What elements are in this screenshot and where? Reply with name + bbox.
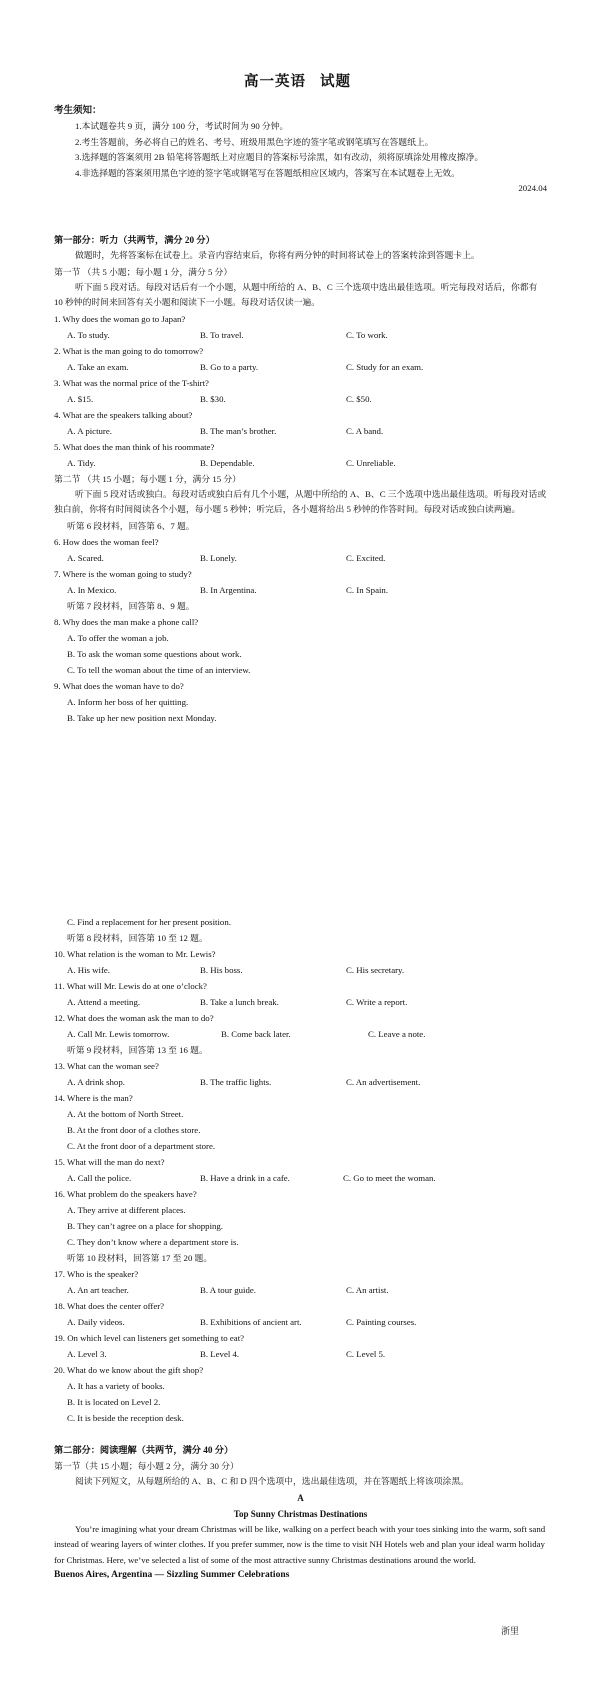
option-c: C. His secretary. xyxy=(346,965,405,975)
option-a: A. A drink shop. xyxy=(67,1077,125,1087)
option-b: B. Come back later. xyxy=(221,1029,291,1039)
question-stem: 19. On which level can listeners get something to eat? xyxy=(54,1333,245,1343)
section1-heading: 第一节 （共 5 小题；每小题 1 分，满分 5 分） xyxy=(54,266,233,277)
section1-intro: 听下面 5 段对话。每段对话后有一个小题，从题中所给的 A、B、C 三个选项中选出最佳选项。听完每段对话后，你都有 10 秒钟的时间来回答有关小题和阅读下一小题。每段对话仅读一遍。 xyxy=(54,281,538,307)
option-a: A. An art teacher. xyxy=(67,1285,129,1295)
notice-item: 1.本试题卷共 9 页，满分 100 分，考试时间为 90 分钟。 xyxy=(75,121,289,131)
option-c: C. Unreliable. xyxy=(346,457,396,468)
option-c: C. To tell the woman about the time of an interview. xyxy=(67,664,251,675)
material-note: 听第 8 段材料，回答第 10 至 12 题。 xyxy=(67,933,208,943)
material-note: 听第 9 段材料，回答第 13 至 16 题。 xyxy=(67,1045,208,1055)
question-options xyxy=(54,550,547,566)
option-b: B. To travel. xyxy=(200,329,244,340)
option-c: C. Excited. xyxy=(346,552,386,563)
question-options xyxy=(54,1170,547,1186)
option-c: C. In Spain. xyxy=(346,584,389,595)
option-a: A. Inform her boss of her quitting. xyxy=(67,696,189,707)
option-a: A. Level 3. xyxy=(67,1349,107,1359)
section2-heading: 第二节 （共 15 小题；每小题 1 分，满分 15 分） xyxy=(54,473,241,484)
notice-label: 考生须知： xyxy=(54,106,102,116)
reading-intro: 阅读下列短文，从每题所给的 A、B、C 和 D 四个选项中，选出最佳选项，并在答题纸上将该项涂黑。 xyxy=(75,1476,469,1486)
question-stem: 15. What will the man do next? xyxy=(54,1157,165,1167)
option-a: A. In Mexico. xyxy=(67,584,117,595)
question-options xyxy=(54,1074,547,1090)
option-b: B. Have a drink in a cafe. xyxy=(200,1173,290,1183)
option-a: A. It has a variety of books. xyxy=(67,1381,165,1391)
option-b: B. Exhibitions of ancient art. xyxy=(200,1317,302,1327)
option-b: B. They can’t agree on a place for shopping. xyxy=(67,1221,224,1231)
option-a: A. A picture. xyxy=(67,425,112,436)
option-c: C. Study for an exam. xyxy=(346,361,424,372)
notice-item: 4.非选择题的答案须用黑色字迹的签字笔或钢笔写在答题纸相应区域内，答案写在本试题卷上无效。 xyxy=(75,167,460,178)
option-c: C. An artist. xyxy=(346,1285,389,1295)
option-c: C. It is beside the reception desk. xyxy=(67,1413,184,1423)
question-stem: 7. Where is the woman going to study? xyxy=(54,568,192,579)
option-a: A. Call Mr. Lewis tomorrow. xyxy=(67,1029,170,1039)
question-stem: 18. What does the center offer? xyxy=(54,1301,165,1311)
option-a: A. $15. xyxy=(67,393,94,404)
question-stem: 4. What are the speakers talking about? xyxy=(54,409,193,420)
material-note: 听第 6 段材料，回答第 6、7 题。 xyxy=(67,520,195,531)
option-a: A. At the bottom of North Street. xyxy=(67,1109,184,1119)
listening-section xyxy=(54,232,547,726)
option-c: C. Painting courses. xyxy=(346,1317,417,1327)
option-b: B. Take a lunch break. xyxy=(200,997,279,1007)
option-a: A. Call the police. xyxy=(67,1173,132,1183)
question-stem: 17. Who is the speaker? xyxy=(54,1269,139,1279)
exam-date: 2024.04 xyxy=(518,183,547,193)
notice-section xyxy=(54,104,547,196)
question-options xyxy=(54,391,547,407)
question-stem: 6. How does the woman feel? xyxy=(54,536,159,547)
option-b: B. To ask the woman some questions about work. xyxy=(67,648,242,659)
option-c: C. They don’t know where a department store is. xyxy=(67,1237,239,1247)
question-stem: 16. What problem do the speakers have? xyxy=(54,1189,197,1199)
question-options xyxy=(54,1026,547,1042)
question-stem: 3. What was the normal price of the T-shirt? xyxy=(54,377,209,388)
option-b: B. Go to a party. xyxy=(200,361,259,372)
question-options xyxy=(54,455,547,471)
option-a: A. His wife. xyxy=(67,965,111,975)
option-a: A. Take an exam. xyxy=(67,361,129,372)
question-options xyxy=(54,1346,547,1362)
option-b: B. Dependable. xyxy=(200,457,255,468)
question-stem: 20. What do we know about the gift shop? xyxy=(54,1365,204,1375)
question-stem: 14. Where is the man? xyxy=(54,1093,133,1103)
option-b: B. It is located on Level 2. xyxy=(67,1397,161,1407)
option-c: C. A band. xyxy=(346,425,384,436)
question-stem: 10. What relation is the woman to Mr. Lewis? xyxy=(54,949,216,959)
option-c: C. At the front door of a department store. xyxy=(67,1141,216,1151)
part1-heading: 第一部分：听力（共两节，满分 20 分） xyxy=(54,235,215,245)
option-b: B. The traffic lights. xyxy=(200,1077,272,1087)
reading-section xyxy=(54,1442,547,1583)
passage-paragraph: You’re imagining what your dream Christmas will be like, walking on a perfect beach with your toes sinking into the warm, soft sand instead of wearing layers of winter clothes. If you prefer summer, now is the time to visit NH Hotels web and plan your ideal warm holiday for Christmas. Here, we’ve selected a list of some of the most attractive sunny Christmas destinations around the world. xyxy=(54,1523,546,1565)
option-c: C. Level 5. xyxy=(346,1349,386,1359)
question-options xyxy=(54,359,547,375)
material-note: 听第 7 段材料，回答第 8、9 题。 xyxy=(67,600,195,611)
question-stem: 1. Why does the woman go to Japan? xyxy=(54,313,186,324)
option-a: A. Attend a meeting. xyxy=(67,997,141,1007)
option-a: A. To offer the woman a job. xyxy=(67,632,169,643)
passage-letter: A xyxy=(297,1492,304,1503)
option-c: C. Find a replacement for her present position. xyxy=(67,917,231,927)
listening-section-continued xyxy=(54,914,547,1426)
option-c: C. To work. xyxy=(346,329,388,340)
option-b: B. A tour guide. xyxy=(200,1285,256,1295)
question-options xyxy=(54,1282,547,1298)
question-stem: 2. What is the man going to do tomorrow? xyxy=(54,345,204,356)
option-b: B. $30. xyxy=(200,393,226,404)
page-title: 高一英语 试题 xyxy=(244,74,351,90)
option-c: C. Leave a note. xyxy=(368,1029,426,1039)
option-a: A. They arrive at different places. xyxy=(67,1205,186,1215)
part2-heading: 第二部分：阅读理解（共两节，满分 40 分） xyxy=(54,1445,234,1455)
question-options xyxy=(54,327,547,343)
option-b: B. Lonely. xyxy=(200,552,237,563)
page-footer: 浙里 xyxy=(500,1626,519,1636)
question-options xyxy=(54,423,547,439)
option-b: B. The man’s brother. xyxy=(200,425,277,436)
option-a: A. To study. xyxy=(67,329,110,340)
option-a: A. Tidy. xyxy=(67,457,96,468)
part1-intro: 做题时，先将答案标在试卷上。录音内容结束后，你将有两分钟的时间将试卷上的答案转涂到答题卡上。 xyxy=(75,250,480,260)
question-stem: 12. What does the woman ask the man to do? xyxy=(54,1013,214,1023)
material-note: 听第 10 段材料，回答第 17 至 20 题。 xyxy=(67,1253,213,1263)
section2-intro: 听下面 5 段对话或独白。每段对话或独白后有几个小题，从题中所给的 A、B、C 三个选项中选出最佳选项。听每段对话或独白前，你将有时间阅读各个小题，每小题 5 秒钟；听完后，各小题将给出 5 秒钟的作答时间。每段对话或独白读两遍。 xyxy=(54,488,547,514)
question-stem: 5. What does the man think of his roommate? xyxy=(54,441,215,452)
question-stem: 13. What can the woman see? xyxy=(54,1061,159,1071)
option-c: C. $50. xyxy=(346,393,372,404)
passage-title: Top Sunny Christmas Destinations xyxy=(233,1508,368,1519)
option-b: B. His boss. xyxy=(200,965,243,975)
question-options xyxy=(54,1314,547,1330)
question-options xyxy=(54,582,547,598)
option-b: B. Take up her new position next Monday. xyxy=(67,712,217,723)
question-options xyxy=(54,994,547,1010)
passage-subheading: Buenos Aires, Argentina — Sizzling Summer Celebrations xyxy=(54,1570,290,1580)
option-c: C. An advertisement. xyxy=(346,1077,421,1087)
option-c: C. Write a report. xyxy=(346,997,408,1007)
option-a: A. Daily videos. xyxy=(67,1317,125,1327)
option-b: B. In Argentina. xyxy=(200,584,257,595)
option-c: C. Go to meet the woman. xyxy=(343,1173,436,1183)
option-b: B. Level 4. xyxy=(200,1349,240,1359)
question-stem: 9. What does the woman have to do? xyxy=(54,680,184,691)
notice-item: 2.考生答题前，务必将自己的姓名、考号、班级用黑色字迹的签字笔或钢笔填写在答题纸上。 xyxy=(75,136,434,147)
notice-item: 3.选择题的答案须用 2B 铅笔将答题纸上对应题目的答案标号涂黑，如有改动，须将原填涂处用橡皮擦净。 xyxy=(75,152,484,162)
option-a: A. Scared. xyxy=(67,552,104,563)
question-stem: 11. What will Mr. Lewis do at one o’clock? xyxy=(54,981,207,991)
question-stem: 8. Why does the man make a phone call? xyxy=(54,616,199,627)
option-b: B. At the front door of a clothes store. xyxy=(67,1125,201,1135)
question-options xyxy=(54,962,547,978)
reading-section1-heading: 第一节（共 15 小题；每小题 2 分，满分 30 分） xyxy=(54,1461,239,1471)
